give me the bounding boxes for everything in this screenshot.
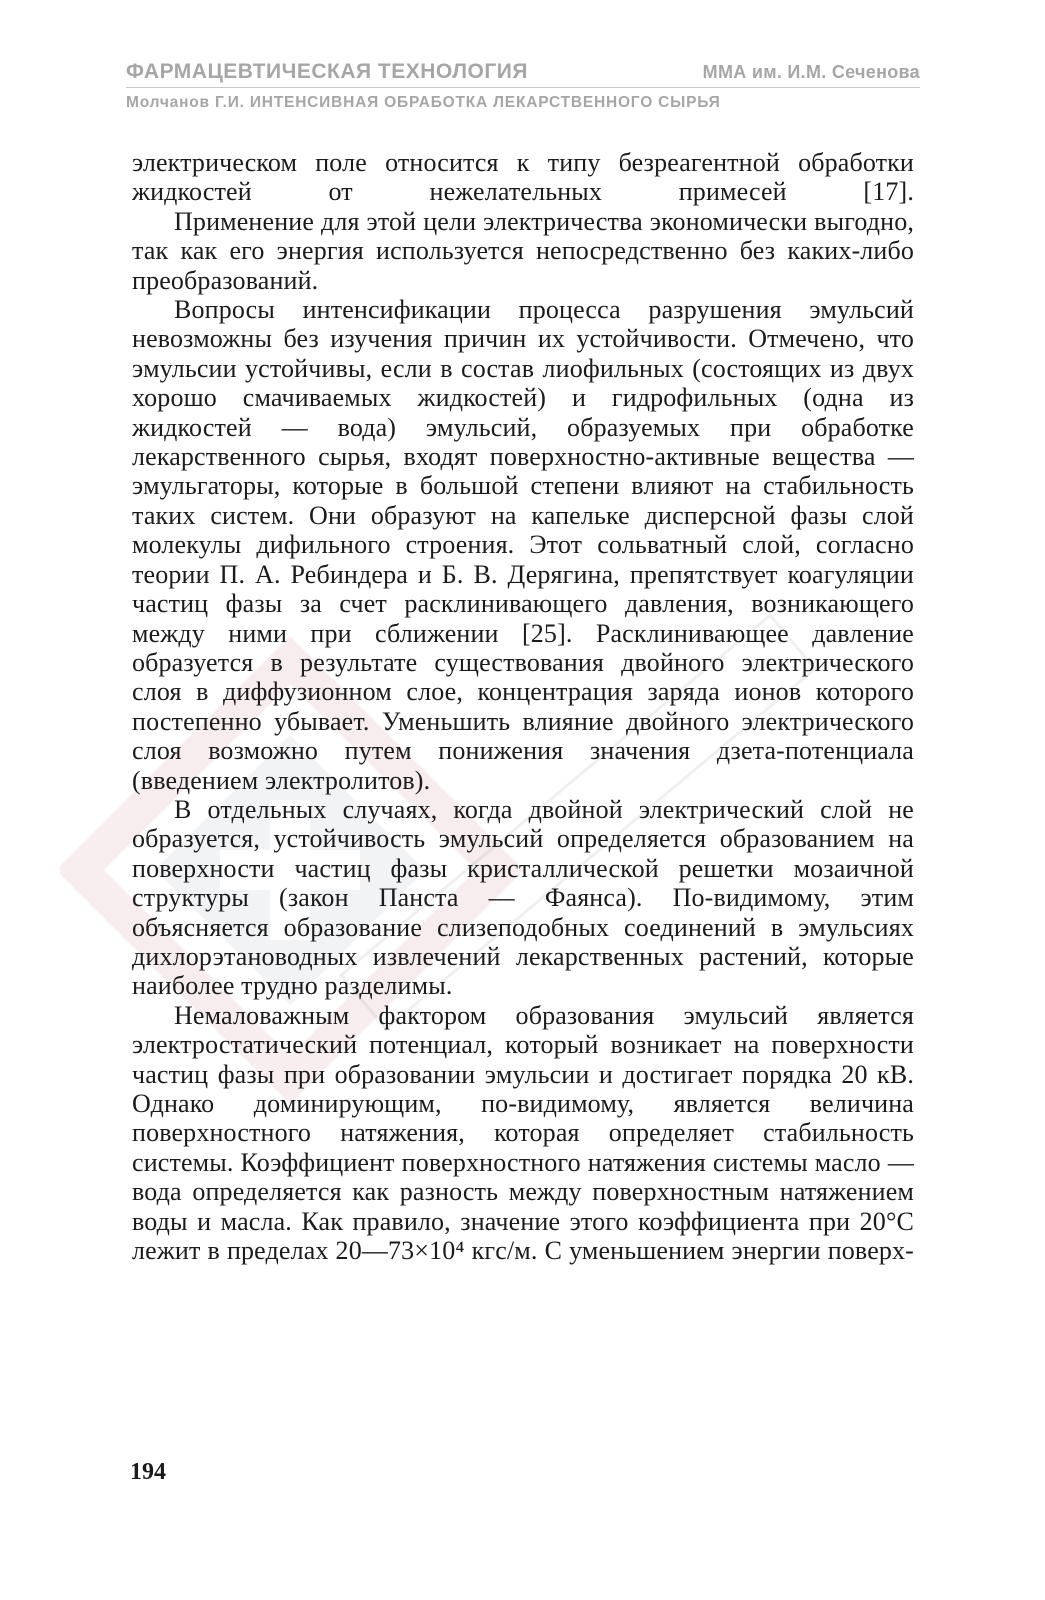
institution-name: ММА им. И.М. Сеченова <box>702 62 920 82</box>
paragraph: Вопросы интенсификации процесса разрушения эмульсий невозможны без изучения причин их устойчивости. Отмечено, что эмульсии устойчивы, если в состав лиофильных (состоящих из двух хорошо смачиваемых жидкостей) и гидрофильных (одна из жидкостей — вода) эмульсий, образуемых при обработке лекарственного сырья, входят поверхностно-активные вещества — эмульгаторы, которые в большой степени влияют на стабильность таких систем. Они образуют на капельке дисперсной фазы слой молекулы дифильного строения. Этот сольватный слой, согласно теории П. А. Ребиндера и Б. В. Дерягина, препятствует коагуляции частиц фазы за счет расклинивающего давления, возникающего между ними при сближении [25]. Расклинивающее давление образуется в результате существования двойного электрического слоя в диффузионном слое, концентрация заряда ионов которого постепенно убывает. Уменьшить влияние двойного электрического слоя возможно путем понижения значения дзета-потенциала (введением электролитов). <box>132 295 914 795</box>
paragraph: В отдельных случаях, когда двойной электрический слой не образуется, устойчивость эмульсий определяется образованием на поверхности частиц фазы кристаллической решетки мозаичной структуры (закон Панста — Фаянса). По-видимому, этим объясняется образование слизеподобных соединений в эмульсиях дихлорэтановодных извлечений лекарственных растений, которые наиболее трудно разделимы. <box>132 794 914 1001</box>
paragraph: электрическом поле относится к типу безреагентной обработки жидкостей от нежелательных примесей [17]. <box>132 148 914 207</box>
paragraph: Применение для этой цели электричества экономически выгодно, так как его энергия используется непосредственно без каких-либо преобразований. <box>132 206 914 295</box>
running-header <box>126 60 920 112</box>
page-body <box>132 148 914 1265</box>
book-title: ФАРМАЦЕВТИЧЕСКАЯ ТЕХНОЛОГИЯ <box>126 60 528 83</box>
book-subtitle: Молчанов Г.И. ИНТЕНСИВНАЯ ОБРАБОТКА ЛЕКАРСТВЕННОГО СЫРЬЯ <box>126 94 721 111</box>
page-number: 194 <box>130 1459 166 1485</box>
paragraph: Немаловажным фактором образования эмульсий является электростатический потенциал, который возникает на поверхности частиц фазы при образовании эмульсии и достигает порядка 20 кВ. Однако доминирующим, по-видимому, является величина поверхностного натяжения, которая определяет стабильность системы. Коэффициент поверхностного натяжения системы масло — вода определяется как разность между поверхностным натяжением воды и масла. Как правило, значение этого коэффициента при 20°С лежит в пределах 20—73×10⁴ кгс/м. С уменьшением энергии поверх- <box>132 1000 914 1266</box>
header-top-row <box>126 60 920 88</box>
